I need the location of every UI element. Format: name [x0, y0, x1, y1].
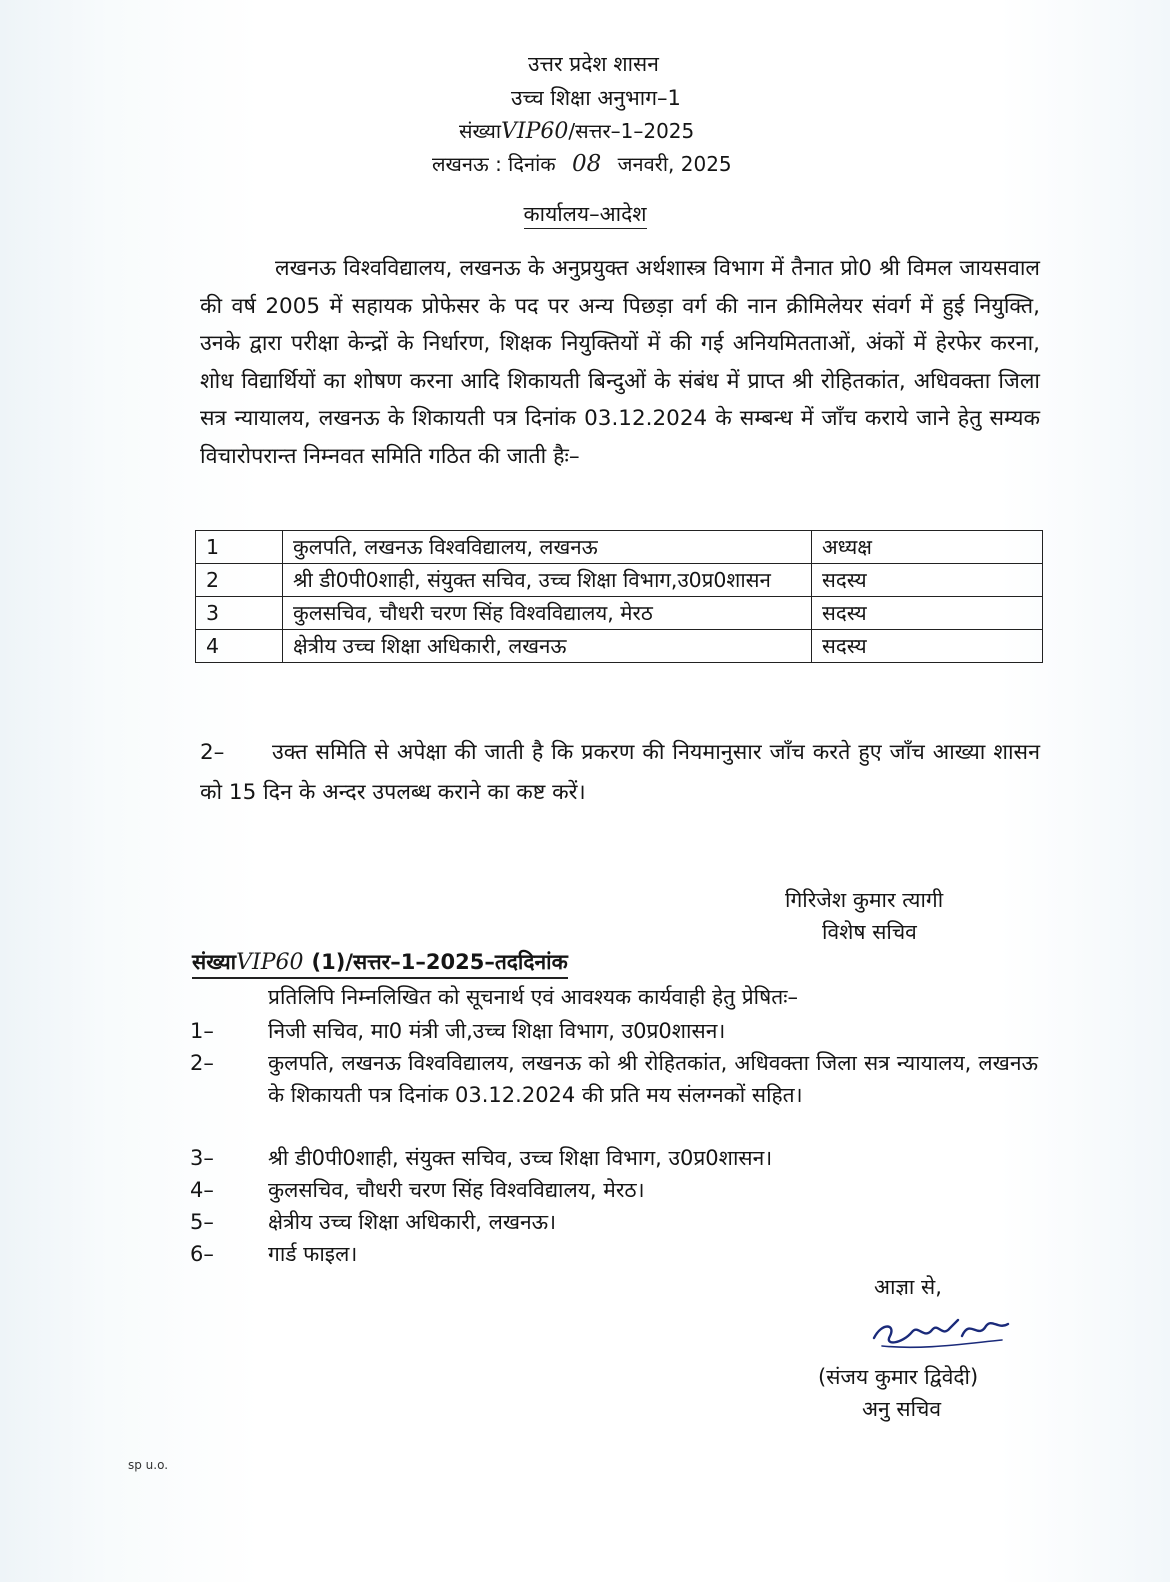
copy-item-number: 6–	[190, 1242, 214, 1266]
order-number-suffix: /सत्तर–1–2025	[568, 119, 695, 143]
month-year: जनवरी, 2025	[617, 152, 732, 176]
copy-item-text: श्री डी0पी0शाही, संयुक्त सचिव, उच्च शिक्षा विभाग, उ0प्र0शासन।	[268, 1146, 773, 1170]
copy-item-text: गार्ड फाइल।	[268, 1242, 358, 1266]
signature-mark	[862, 1300, 1022, 1360]
copy-number-line	[192, 948, 568, 979]
paragraph-2-text: उक्त समिति से अपेक्षा की जाती है कि प्रकरण की नियमानुसार जाँच करते हुए जाँच आख्या शासन को 15 दिन के अन्दर उपलब्ध कराने का कष्ट करें।	[200, 740, 1040, 805]
copy-item-number: 3–	[190, 1146, 214, 1170]
copy-item-text: कुलसचिव, चौधरी चरण सिंह विश्वविद्यालय, मेरठ।	[268, 1178, 645, 1202]
committee-row-member: क्षेत्रीय उच्च शिक्षा अधिकारी, लखनऊ	[283, 630, 812, 663]
copy-item-text: क्षेत्रीय उच्च शिक्षा अधिकारी, लखनऊ।	[268, 1210, 557, 1234]
signatory-1-name: गिरिजेश कुमार त्यागी	[785, 888, 944, 912]
committee-row	[196, 597, 1043, 630]
copy-intro: प्रतिलिपि निम्नलिखित को सूचनार्थ एवं आवश्यक कार्यवाही हेतु प्रेषितः–	[268, 985, 798, 1009]
order-number	[459, 117, 694, 144]
committee-row	[196, 564, 1043, 597]
order-paragraph-2	[200, 733, 1040, 813]
order-title	[0, 200, 1170, 228]
copy-number-suffix: (1)/सत्तर–1–2025–तददिनांक	[311, 950, 568, 974]
signatory-2-designation: अनु सचिव	[862, 1397, 942, 1421]
copy-number-prefix: संख्या	[192, 950, 237, 974]
committee-row-role: सदस्य	[812, 630, 1043, 663]
copy-item-number: 2–	[190, 1051, 214, 1075]
government-heading: उत्तर प्रदेश शासन	[528, 52, 659, 76]
copy-item-number: 4–	[190, 1178, 214, 1202]
order-number-prefix: संख्या	[459, 119, 501, 143]
committee-row-number: 3	[196, 597, 283, 630]
signatory-1-designation: विशेष सचिव	[822, 920, 917, 944]
place-date-prefix: लखनऊ : दिनांक	[432, 152, 556, 176]
place-date-line	[432, 150, 732, 177]
section-heading: उच्च शिक्षा अनुभाग–1	[511, 86, 681, 110]
committee-row-member: श्री डी0पी0शाही, संयुक्त सचिव, उच्च शिक्षा विभाग,उ0प्र0शासन	[283, 564, 812, 597]
committee-row-role: अध्यक्ष	[812, 531, 1043, 564]
committee-table	[195, 530, 1043, 663]
paragraph-1-text: लखनऊ विश्वविद्यालय, लखनऊ के अनुप्रयुक्त अर्थशास्त्र विभाग में तैनात प्रो0 श्री विमल जायसवाल की वर्ष 2005 में सहायक प्रोफेसर के पद पर अन्य पिछड़ा वर्ग की नान क्रीमिलेयर संवर्ग में हुई नियुक्ति, उनके द्वारा परीक्षा केन्द्रों के निर्धारण, शिक्षक नियुक्तियों में की गई अनियमितताओं, अंकों में हेरफेर करना, शोध विद्यार्थियों का शोषण करना आदि शिकायती बिन्दुओं के संबंध में प्राप्त श्री रोहितकांत, अधिवक्ता जिला सत्र न्यायालय, लखनऊ के शिकायती पत्र दिनांक 03.12.2024 के सम्बन्ध में जाँच कराये जाने हेतु सम्यक विचारोपरान्त निम्नवत समिति गठित की जाती हैः–	[200, 256, 1040, 469]
date-handwritten: 08	[571, 151, 602, 177]
order-paragraph-1	[200, 250, 1040, 475]
committee-row-member: कुलसचिव, चौधरी चरण सिंह विश्वविद्यालय, मेरठ	[283, 597, 812, 630]
copy-item-text: कुलपति, लखनऊ विश्वविद्यालय, लखनऊ को श्री रोहितकांत, अधिवक्ता जिला सत्र न्यायालय, लखनऊ के शिकायती पत्र दिनांक 03.12.2024 की प्रति मय संलग्नकों सहित।	[268, 1051, 1038, 1107]
order-title-text: कार्यालय–आदेश	[524, 202, 647, 229]
committee-row	[196, 531, 1043, 564]
footnote: sp u.o.	[128, 1458, 169, 1472]
order-number-handwritten: VIP60	[501, 119, 569, 144]
paragraph-2-number: 2–	[200, 740, 225, 765]
by-order-text: आज्ञा से,	[874, 1275, 942, 1299]
committee-row-role: सदस्य	[812, 597, 1043, 630]
committee-row-number: 4	[196, 630, 283, 663]
committee-row-member: कुलपति, लखनऊ विश्वविद्यालय, लखनऊ	[283, 531, 812, 564]
committee-row	[196, 630, 1043, 663]
copy-item-number: 5–	[190, 1210, 214, 1234]
committee-row-role: सदस्य	[812, 564, 1043, 597]
copy-item-number: 1–	[190, 1019, 214, 1043]
committee-row-number: 2	[196, 564, 283, 597]
committee-row-number: 1	[196, 531, 283, 564]
copy-item-text: निजी सचिव, मा0 मंत्री जी,उच्च शिक्षा विभाग, उ0प्र0शासन।	[268, 1019, 726, 1043]
copy-number-handwritten: VIP60	[236, 950, 304, 975]
signatory-2-name: (संजय कुमार द्विवेदी)	[818, 1365, 979, 1389]
